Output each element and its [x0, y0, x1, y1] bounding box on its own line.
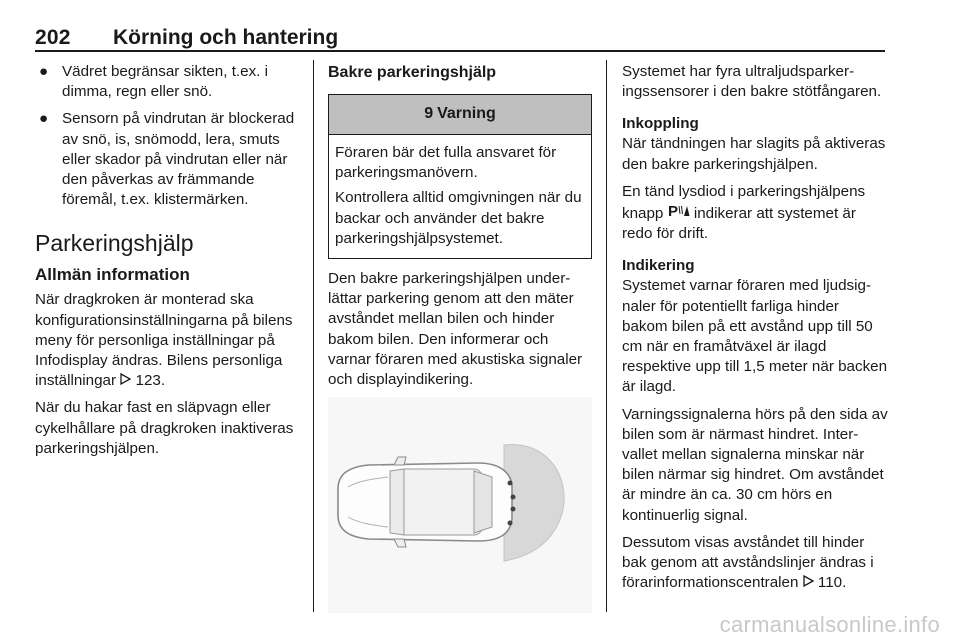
bullet-list — [35, 62, 297, 210]
page-header — [35, 26, 885, 52]
page-number: 202 — [35, 26, 71, 49]
bullet-icon: ● — [39, 63, 49, 80]
bullet-text: Vädret begränsar sikten, t.ex. i dimma, regn eller snö. — [62, 63, 268, 101]
paragraph-text: indikerar att systemet är redo för drift. — [622, 205, 856, 243]
paragraph-text: Dessutom visas avståndet till hinder bak genom att avståndslinjer ändras i förarinformationscentralen — [622, 533, 874, 592]
inkoppling-heading: Inkoppling — [622, 115, 699, 133]
warning-header — [329, 95, 591, 135]
bullet-text: Sensorn på vindrutan är blockerad av snö, is, snömodd, lera, smuts eller skador på vindrutan eller när den påverkas av främmande föremål, t.ex. klistermärken. — [62, 110, 295, 209]
car-sensor-illustration — [328, 397, 592, 613]
paragraph: Varningssignalerna hörs på den sida av bilen som är närmast hindret. Intervallet mellan signalerna minskar när bilen närmar sig hindret. Om avståndet är mindre än ca. 30 cm hörs en kontinuerlig signal. — [622, 405, 888, 524]
paragraph — [35, 290, 297, 391]
paragraph: Den bakre parkeringshjälpen underlättar parkering genom att den mäter avståndet mellan bilen och hinder bakom bilen. Den informerar och varnar föraren med akustiska signaler och displayindikering. — [328, 270, 583, 389]
list-item — [35, 109, 297, 210]
page-reference[interactable]: 110. — [817, 574, 847, 592]
paragraph: När tändningen har slagits på aktiveras den bakre parkeringshjälpen. — [622, 135, 886, 173]
parking-sensor-icon — [668, 205, 694, 222]
warning-body — [329, 135, 591, 258]
warning-box — [328, 94, 592, 259]
paragraph: Systemet har fyra ultraljudsparkeringssensorer i den bakre stötfångaren. — [622, 63, 882, 101]
paragraph: När du hakar fast en släpvagn eller cykelhållare på dragkroken inaktiveras parkeringshjälpen. — [35, 399, 294, 457]
paragraph-text: En tänd lysdiod i parkeringshjälpens knapp — [622, 182, 866, 223]
chapter-title: Körning och hantering — [113, 26, 339, 49]
bullet-icon: ● — [39, 110, 49, 128]
paragraph — [622, 182, 888, 245]
warning-icon: 9 — [424, 105, 434, 123]
warning-text: Kontrollera alltid omgivningen när du backar och använder det bakre parkeringshjälpsystemet. — [335, 189, 582, 247]
section-title: Parkeringshjälp — [35, 230, 194, 257]
paragraph: Systemet varnar föraren med ljudsignaler för potentiellt farliga hinder bakom bilen på ett avstånd upp till 50 cm när en framåtväxel är ilagd respektive upp till 1,5 meter när backen är ilagd. — [622, 277, 888, 396]
column-divider-1 — [313, 60, 314, 612]
column-divider-2 — [606, 60, 607, 612]
list-item — [35, 62, 297, 102]
header-divider — [35, 50, 885, 52]
svg-text:P: P — [667, 203, 678, 219]
warning-label: Varning — [437, 105, 496, 123]
column-right — [622, 62, 888, 600]
paragraph-text: När dragkroken är monterad ska konfigurationsinställningarna på bilens meny för personliga inställningar på Infodisplay ändras. Bilens personliga inställningar — [35, 291, 293, 390]
arrow-ref-icon — [120, 371, 131, 391]
arrow-ref-icon — [803, 573, 814, 593]
column-heading: Bakre parkeringshjälp — [328, 64, 497, 81]
column-middle — [328, 62, 592, 613]
page-reference[interactable]: 123. — [135, 372, 166, 390]
watermark: carmanualsonline.info — [719, 612, 940, 637]
indikering-heading: Indikering — [622, 257, 695, 275]
column-left — [35, 62, 297, 466]
subsection-title: Allmän information — [35, 265, 190, 285]
warning-text: Föraren bär det fulla ansvaret för parkeringsmanövern. — [335, 144, 557, 182]
paragraph — [622, 533, 888, 594]
